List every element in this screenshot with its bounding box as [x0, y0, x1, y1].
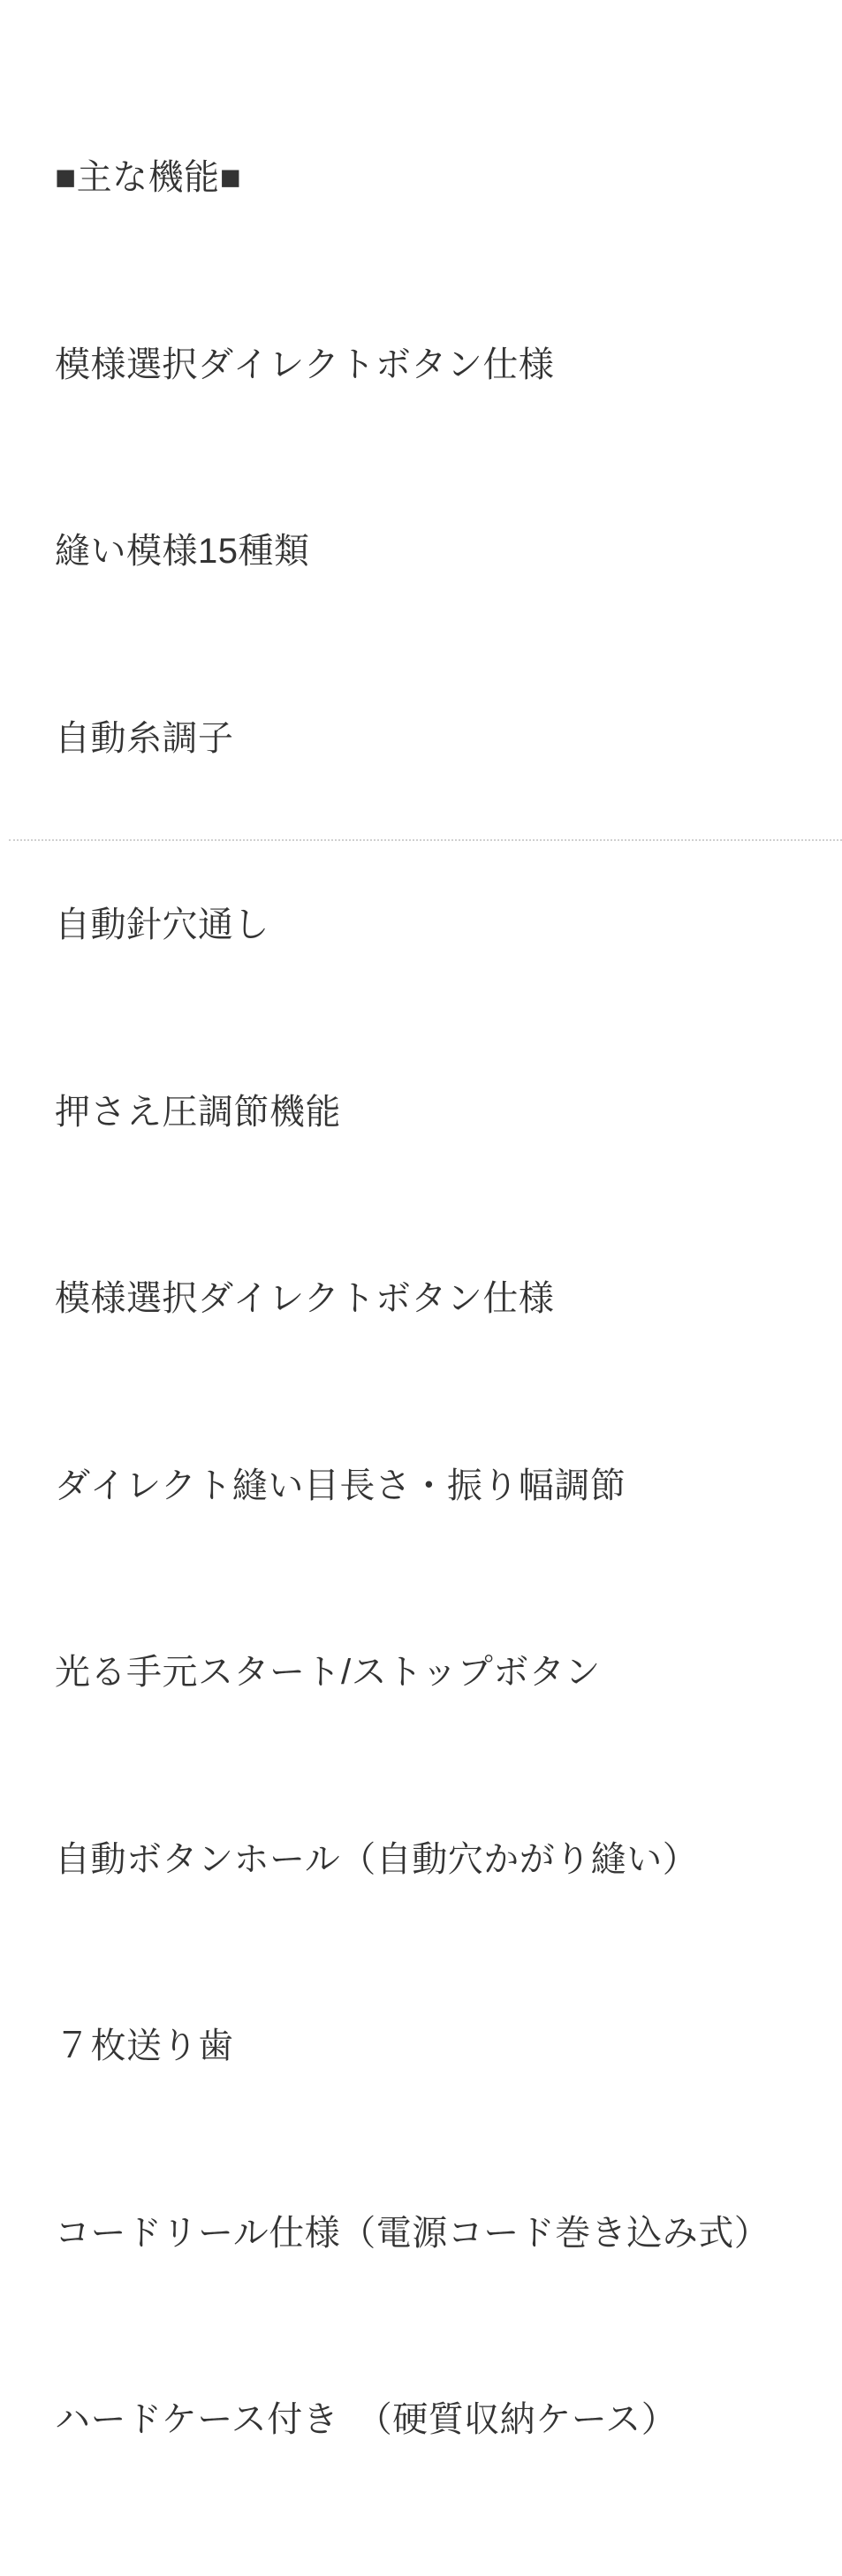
- feature-item: 模様選択ダイレクトボタン仕様: [55, 1279, 555, 1318]
- feature-item: 光る手元スタート/ストップボタン: [55, 1653, 601, 1692]
- feature-item: 自動ボタンホール（自動穴かがり縫い）: [55, 1839, 699, 1879]
- feature-item: ７枚送り歯: [55, 2027, 234, 2065]
- section-heading: ■主な機能■: [55, 158, 242, 197]
- dotted-divider: [9, 839, 842, 841]
- feature-item: 自動針穴通し: [55, 905, 269, 944]
- feature-item: ハードケース付き （硬質収納ケース）: [55, 2400, 678, 2439]
- feature-item: 模様選択ダイレクトボタン仕様: [55, 345, 555, 384]
- feature-item: 縫い模様15種類: [55, 532, 310, 571]
- feature-item: 押さえ圧調節機能: [55, 1092, 341, 1132]
- feature-item: ダイレクト縫い目長さ・振り幅調節: [55, 1466, 626, 1505]
- feature-item: 自動糸調子: [55, 718, 234, 758]
- feature-item: コードリール仕様（電源コード巻き込み式）: [55, 2213, 770, 2253]
